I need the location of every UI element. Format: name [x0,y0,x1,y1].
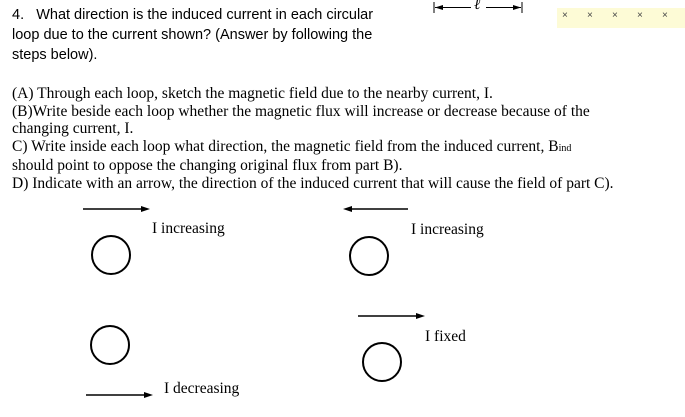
loop-bottom-left [90,325,130,365]
field-into-page-mark: × [612,10,618,21]
loop-bottom-right [362,342,402,382]
step-b-line-2: changing current, I. [12,120,134,137]
field-into-page-mark: × [587,10,593,21]
label-bottom-left: I decreasing [164,380,240,397]
step-c-subscript: ind [558,142,572,154]
loop-top-right [349,236,389,276]
field-into-page-mark: × [562,10,568,21]
question-number: 4. [12,7,25,23]
step-c-line-2: should point to oppose the changing original flux from part B). [12,157,403,174]
question-line-3: steps below). [12,47,98,63]
step-a: (A) Through each loop, sketch the magnetic field due to the nearby current, I. [12,85,493,102]
question-text [12,5,412,65]
current-arrow-right [83,389,158,401]
question-line-1-text: What direction is the induced current in each circular [36,7,374,23]
field-into-page-mark: × [637,10,643,21]
loop-top-left [91,235,131,275]
magnetic-field-strip [557,8,685,28]
separation-label: ℓ [474,0,481,13]
step-b-line-1: (B)Write beside each loop whether the magnetic flux will increase or decrease because of the [12,102,590,120]
current-arrow-left [340,203,415,215]
field-into-page-mark: × [662,10,668,21]
label-top-right: I increasing [411,221,484,238]
instruction-steps [12,85,662,192]
question-line-1 [12,5,412,25]
current-arrow-right [355,310,430,322]
label-bottom-right: I fixed [425,328,466,345]
step-d: D) Indicate with an arrow, the direction of the induced current that will cause the field of part C). [12,174,614,192]
current-arrow-right [80,203,155,215]
label-top-left: I increasing [152,220,225,237]
question-line-2: loop due to the current shown? (Answer by following the [12,27,373,43]
step-c-text: C) Write inside each loop what direction, the magnetic field from the induced current, B [12,137,559,155]
step-c-line-1 [12,138,662,158]
